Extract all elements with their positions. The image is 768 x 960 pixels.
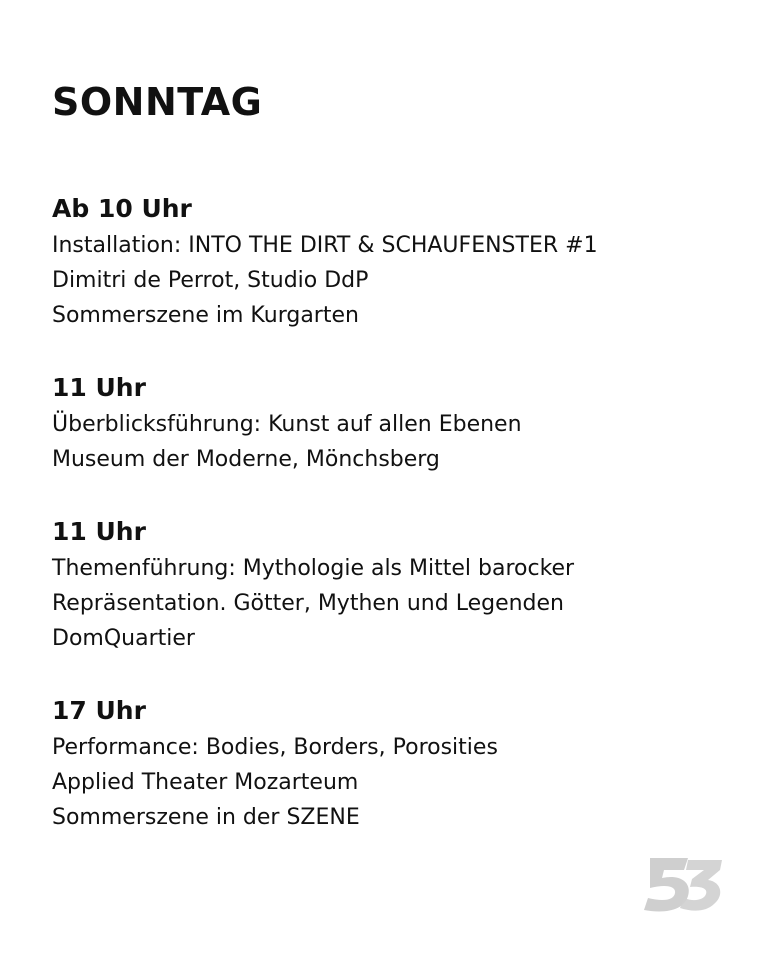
- event-artist: Applied Theater Mozarteum: [52, 770, 359, 795]
- event-artist: Dimitri de Perrot, Studio DdP: [52, 268, 369, 293]
- page-title: SONNTAG: [52, 80, 263, 124]
- event-time: 17 Uhr: [52, 696, 146, 725]
- event-venue: DomQuartier: [52, 626, 195, 651]
- event-venue: Museum der Moderne, Mönchsberg: [52, 447, 440, 472]
- 53-logo-icon: [636, 852, 726, 914]
- event-item: [52, 515, 742, 656]
- event-title-continued: Repräsentation. Götter, Mythen und Legenden: [52, 591, 565, 616]
- event-venue: Sommerszene im Kurgarten: [52, 303, 359, 328]
- event-time: 11 Uhr: [52, 517, 146, 546]
- event-time: 11 Uhr: [52, 373, 146, 402]
- event-title: Themenführung: Mythologie als Mittel barocker: [52, 556, 575, 581]
- event-item: [52, 192, 742, 333]
- event-title: Performance: Bodies, Borders, Porosities: [52, 735, 498, 760]
- event-title: Überblicksführung: Kunst auf allen Ebenen: [52, 412, 522, 437]
- event-time: Ab 10 Uhr: [52, 194, 192, 223]
- event-item: [52, 694, 742, 835]
- event-list: [52, 192, 742, 873]
- event-title: Installation: INTO THE DIRT & SCHAUFENSTER #1: [52, 233, 598, 258]
- event-item: [52, 371, 742, 477]
- event-venue: Sommerszene in der SZENE: [52, 805, 360, 830]
